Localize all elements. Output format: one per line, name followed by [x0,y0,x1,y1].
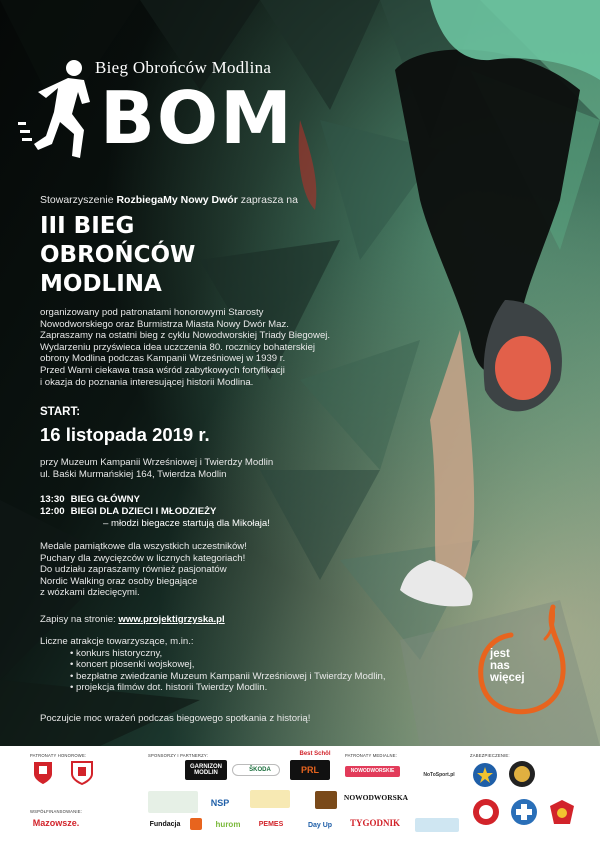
signup-prefix: Zapisy na stronie: [40,614,116,625]
schedule-time: 12:00 [40,506,65,517]
logo-dayup: Day Up [307,821,333,829]
intro-line [40,194,298,206]
logo-pemes: PEMES [258,820,284,828]
title-line-2: OBROŃCÓW [40,242,196,268]
medical-badge-icon [510,798,538,826]
description-line: Wydarzeniu przyświeca idea uczczenia 80. rocznicy bohaterskiej [40,341,316,353]
attractions [40,636,385,694]
venue [40,457,273,481]
logo-nsp: NSP [210,797,230,808]
label-security: ZABEZPIECZENIE: [470,753,510,758]
medals-line: Puchary dla zwycięzców w licznych kategoriach! [40,552,246,564]
crest-icon [32,760,54,786]
venue-line-2: ul. Baśki Murmańskiej 164, Twierdza Modlin [40,469,227,480]
attraction-item: • bezpłatne zwiedzanie Muzeum Kampanii Wrześniowej i Twierdzy Modlin, [70,671,385,683]
event-title [40,212,195,299]
logo-notosport: NoToSport.pl [423,771,455,778]
medals-line: z wózkami dziecięcymi. [40,587,140,599]
logo-garnizon: GARNIZON MODLIN [185,760,227,780]
schedule-time: 13:30 [40,494,65,505]
crest-icon [70,760,94,786]
attraction-item: • koncert piosenki wojskowej, [70,659,385,671]
label-cofinance: WSPÓŁFINANSOWANIE: [30,809,83,814]
fire-badge-icon [548,798,576,828]
attraction-item: • konkurs historyczny, [70,648,385,660]
schedule-name: BIEG GŁÓWNY [70,494,140,505]
description-line: Przed Warni ciekawa trasa wśród zabytkowych fortyfikacji [40,364,285,376]
title-line-3: MODLINA [40,271,162,297]
orange-square-logo [190,818,202,830]
sponsor-logo-yellow [250,790,290,808]
logo-nowodworskie: NOWODWORSKIE [345,766,400,777]
runner-logo-icon [18,58,98,178]
schedule [40,494,270,530]
description-line: Zapraszamy na ostatni bieg z cyklu Nowodworskiej Triady Biegowej. [40,330,331,342]
start-date: 16 listopada 2019 r. [40,424,210,445]
schedule-item [40,506,270,530]
logo-mazowsze: Mazowsze. [32,817,80,828]
logo-hurom: hurom [215,819,241,829]
badge-line-2: nas [490,660,510,672]
description-line: organizowany pod patronatami honorowymi Starosty [40,307,264,318]
rescue-badge-icon [472,798,500,826]
medals-info [40,541,330,599]
logo-subtitle: Bieg Obrońców Modlina [95,58,272,77]
label-sponsors: SPONSORZY I PARTNERZY: [148,753,209,758]
logo-prl: PRL [290,760,330,780]
footer-partners [0,746,600,848]
intro-prefix: Stowarzyszenie [40,194,114,206]
intro-suffix: zaprasza na [240,194,298,206]
badge-line-1: jest [490,648,510,660]
sponsor-logo-brown [315,791,337,809]
logo-fundacja: Fundacja [149,820,181,828]
signup-link[interactable]: www.projektigrzyska.pl [118,614,225,625]
start-label: START: [40,406,81,418]
logo-skoda: ŠKODA [249,766,271,773]
medals-line: Nordic Walking oraz osoby biegające [40,575,198,587]
logo-bom: BOM [100,76,294,160]
schedule-item [40,494,270,506]
event-description [40,307,340,388]
schedule-note: – młodzi biegacze startują dla Mikołaja! [103,518,270,529]
jest-nas-wiecej-text [490,648,525,684]
logo-gazeta: NOWODWORSKA [343,792,409,802]
badge-line-3: więcej [490,672,525,684]
signup-line [40,614,225,625]
schedule-name: BIEGI DLA DZIECI I MŁODZIEŻY [70,506,217,517]
closing-line: Poczujcie moc wrażeń podczas biegowego spotkania z historią! [40,713,311,724]
sponsor-logo-green [148,791,198,813]
media-logo [415,818,459,832]
label-media: PATRONATY MEDIALNE: [345,753,398,758]
label-honor: PATRONATY HONOROWE: [30,753,87,758]
attraction-item: • projekcja filmów dot. historii Twierdzy Modlin. [70,682,385,694]
medals-line: Do udziału zapraszamy również pasjonatów [40,564,227,576]
description-line: Nowodworskiego oraz Burmistrza Miasta Nowy Dwór Maz. [40,318,289,330]
logo-tygodnik: TYGODNIK [349,817,400,828]
sponsor-placeholder [232,759,272,779]
title-line-1: III BIEG [40,213,135,239]
attractions-heading: Liczne atrakcje towarzyszące, m.in.: [40,636,194,647]
attractions-list [40,648,385,694]
description-line: obrony Modlina podczas Kampanii Wrześniowej w 1939 r. [40,353,286,365]
venue-line-1: przy Muzeum Kampanii Wrześniowej i Twierdzy Modlin [40,457,274,468]
medals-line: Medale pamiątkowe dla wszystkich uczestników! [40,541,247,552]
description-line: i okazja do poznania interesującej historii Modlina. [40,376,254,388]
guard-badge-icon [508,760,536,788]
police-badge-icon [472,762,498,788]
logo-bestschool: Best Schöl [299,750,331,757]
intro-organization: RozbiegaMy Nowy Dwór [116,194,238,206]
